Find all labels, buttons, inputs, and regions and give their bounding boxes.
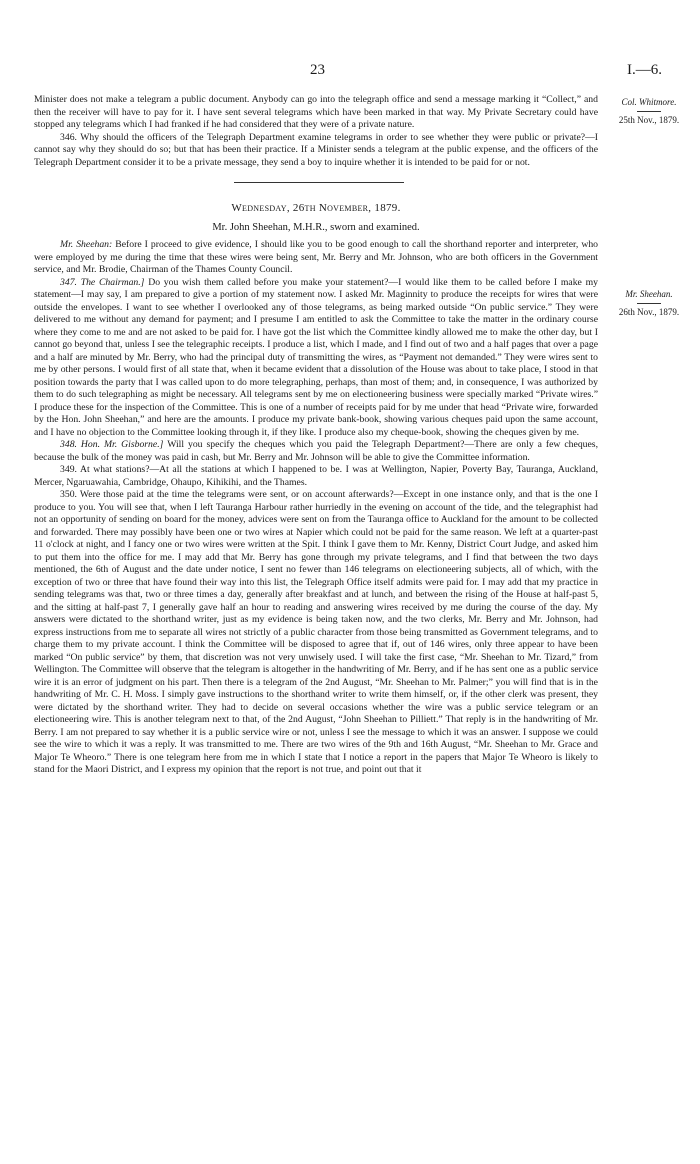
document-reference: I.—6. xyxy=(627,62,662,78)
evidence-paragraph xyxy=(34,239,598,277)
paragraph: Minister does not make a telegram a public document. Anybody can go into the telegraph office and send a message marking it “Collect,” and then the receiver will have to pay for it. I have sent several telegrams which have been marked in that way. My Private Secretary could have stopped any telegrams which I had franked if he had considered that they were of a private nature. xyxy=(34,94,598,130)
speaker-label: 347. The Chairman.] xyxy=(60,276,145,288)
evidence-paragraph xyxy=(34,464,598,489)
divider-rule xyxy=(234,182,404,183)
evidence-text: Before I proceed to give evidence, I should like you to be good enough to call the shorthand reporter and interpreter, who were employed by me during the time that these wires were being sent, Mr. Berry and Mr. Johnson, who are both officers in the Government service, and Mr. Brodie, Chairman of the Thames County Council. xyxy=(34,239,599,275)
margin-date: 26th Nov., 1879. xyxy=(618,307,680,317)
evidence-text: 350. Were those paid at the time the telegrams were sent, or on account afterwards?—Except in one instance only, and that is the one I produce to you. You will see that, when I left Tauranga Harbour rather hurriedly in the evening on account of the tide, and the telegraphist had not an opportunity of sending on board for the money, advices were sent on from the Tauranga office to Auckland for the amount to be collected and forwarded. There may possibly have been one or two wires at Napier which could not be paid for the same reason. We left at a quarter-past 11 o'clock at night, and I fancy one or two wires were written at the Spit. I think I gave them to Mr. Kenny, District Court Judge, and asked him to put them into the office for me. I may add that Mr. Berry has gone through my private telegrams, and I find that between the two days mentioned, the 6th of August and the date under notice, I sent no fewer than 146 telegrams on electioneering subjects, all of which, with the exception of two or three that have found their way into this list, the Telegraph Office itself admits were paid for. I may add that my practice in sending telegrams was that, two or three times a day, generally after breakfast and at lunch, and between the rising of the House at half-past 5, and the sitting at half-past 7, I generally gave half an hour to reading and answering wires received by me during the course of the day. My answers were dictated to the shorthand writer, just as my evidence is being taken now, and the two clerks, Mr. Berry and Mr. Johnson, had express instructions from me to separate all wires not strictly of a public character from those being transmitted as Government telegrams, and to charge them to my private account. I think the Committee will be disposed to agree that if, out of 146 wires, only three appear to have been marked “On public service” by them, that discretion was not very unwisely used. I will take the first case, “Mr. Sheehan to Mr. Tizard,” from Wellington. The Committee will observe that the telegram is altogether in the handwriting of Mr. Berry, and if he has sent one as a public service wire it is an error of judgment on his part. Then there is a telegram of the 2nd August, “Mr. Sheehan to Mr. Palmer;” you will find that is in the handwriting of Mr. C. H. Moss. I simply gave instructions to the shorthand writer to write them himself, or, if the other clerk was present, they were dictated by the shorthand writer. They had to decide on several occasions whether the wire was a public service telegram or an electioneering wire. This is another telegram next to that, of the 2nd August, “John Sheehan to Pilliett.” That reply is in the handwriting of Mr. Berry. I am not prepared to say whether it is a public service wire or not, unless I see the message to which it was an answer. I suppose we could see the wire to which it was a reply. It was transmitted to me. There are two wires of the 9th and 16th August, “Mr. Sheehan to Mr. Grace and Major Te Wheoro.” There is one telegram here from me in which I state that I notice a report in the papers that Major Te Wheoro is likely to stand for the Maori District, and I express my opinion that the report is not true, and point out that it xyxy=(34,489,598,775)
evidence-text: Will you specify the cheques which you paid the Telegraph Department?—There are only a few cheques, because the bulk of the money was paid in cash, but Mr. Berry and Mr. Johnson will be able to give the Committee information. xyxy=(34,439,599,463)
evidence-text: Do you wish them called before you make your statement?—I would like them to be called before I make my statement—I may say, I am prepared to give a portion of my statement now. I asked Mr. Maginnity to produce the receipts for wires that were outside the envelopes. I want to see whether I overlooked any of those telegrams, as being marked outside “On public service.” They were delivered to me without any demand for payment; and I presume I am entitled to ask the Committee to take the matter in the ordinary course where they come to me and are not asked to be paid for. I have got the list which the Committee kindly allowed me to make the other day, but I cannot go beyond that, unless I see the telegraphic receipts. I produce a list, which I made, and I find out of two and a half pages that over a page and a half are minuted by Mr. Berry, who had the principal duty of transmitting the wires, as “Payment not demanded.” They were wires sent to me by other persons. I would first of all state that, when it became evident that a dissolution of the House was about to take place, I stood in that position towards the party that I was called upon to do more telegraphing, perhaps, than most of them; and, in consequence, I was authorized by them to do such telegraphing as might be necessary. All telegrams sent by me on electioneering business were specially marked “Private wires.” I produce these for the inspection of the Committee. This is one of a number of receipts paid for by me under that head “Private wire, forwarded by the Hon. John Sheehan,” and here are the amounts. I produce my private bank-book, showing various cheques paid upon the same account, and I have no objection to the Committee looking through it, if they like. I produce also my cheque-book, showing the cheques given by me. xyxy=(34,276,598,438)
speaker-label: Mr. Sheehan: xyxy=(60,239,113,250)
evidence-paragraph xyxy=(34,439,598,464)
margin-witness-name: Col. Whitmore. xyxy=(621,97,677,107)
page-body xyxy=(34,94,598,777)
evidence-paragraph xyxy=(34,277,598,440)
page-header xyxy=(0,62,700,82)
evidence-text: 349. At what stations?—At all the stations at which I happened to be. I was at Wellington, Napier, Poverty Bay, Tauranga, Auckland, Mercer, Ngaruawahia, Cambridge, Ohaupo, Kihikihi, and the Thames. xyxy=(34,464,598,488)
paragraph: 346. Why should the officers of the Telegraph Department examine telegrams in order to see whether they were public or private?—I cannot say why they should do so; but that has been their practice. If a Minister sends a telegram at the public expense, and the officers of the Telegraph Department consider it to be a private message, they send a boy to inquire whether it is intended to be paid for or not. xyxy=(34,131,598,168)
margin-note-witness-2 xyxy=(606,288,692,319)
margin-divider xyxy=(637,303,661,304)
margin-witness-name: Mr. Sheehan. xyxy=(625,289,673,299)
margin-note-witness-1 xyxy=(606,96,692,127)
page-number: 23 xyxy=(310,62,325,78)
witness-line: Mr. John Sheehan, M.H.R., sworn and examined. xyxy=(212,222,420,233)
margin-divider xyxy=(637,111,661,112)
margin-date: 25th Nov., 1879. xyxy=(618,115,680,125)
speaker-label: 348. Hon. Mr. Gisborne.] xyxy=(60,439,164,450)
evidence-paragraph xyxy=(34,489,598,777)
section-heading-date: Wednesday, 26th November, 1879. xyxy=(231,202,401,214)
section-divider xyxy=(34,173,598,191)
